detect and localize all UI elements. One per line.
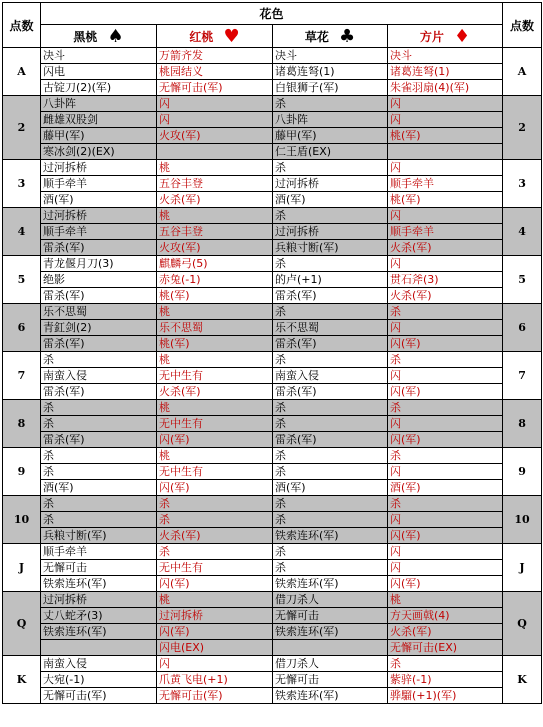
card-entry: 杀	[273, 463, 387, 479]
suit-cell-spade	[41, 544, 157, 592]
card-entry: 闪	[390, 209, 401, 222]
card-entry: 闪(军)	[388, 383, 502, 399]
card-entry: 古锭刀(2)(军)	[41, 79, 156, 95]
card-entry: 酒(军)	[273, 479, 387, 495]
card-entry: 闪(军)	[388, 335, 502, 351]
card-entry: 火杀(军)	[388, 623, 502, 639]
rank-label-right: 6	[503, 304, 542, 352]
suit-cell-diamond	[388, 160, 503, 208]
card-entry: 铁索连环(军)	[41, 623, 156, 639]
card-entry: 八卦阵	[273, 111, 387, 127]
suit-header-diamond	[388, 25, 503, 48]
card-entry: 绝影	[41, 271, 156, 287]
card-entry: 桃(军)	[157, 335, 272, 351]
rank-row	[3, 304, 542, 352]
card-entry: 万箭齐发	[159, 49, 203, 62]
suit-cell-spade	[41, 48, 157, 96]
card-entry: 杀	[159, 497, 170, 510]
card-entry: 五谷丰登	[157, 175, 272, 191]
card-entry: 过河拆桥	[157, 607, 272, 623]
suit-cell-spade	[41, 256, 157, 304]
card-entry: 仁王盾(EX)	[273, 143, 387, 159]
card-entry: 诸葛连弩(1)	[273, 63, 387, 79]
card-entry: 顺手牵羊	[43, 545, 87, 558]
card-entry: 闪(军)	[388, 527, 502, 543]
suit-cell-heart	[157, 96, 273, 160]
card-entry: 骅騮(+1)(军)	[388, 687, 502, 703]
card-entry: 无懈可击(军)	[157, 687, 272, 703]
card-entry: 南蛮入侵	[41, 367, 156, 383]
card-entry: 火杀(军)	[157, 383, 272, 399]
card-entry: 雷杀(军)	[273, 431, 387, 447]
card-entry: 南蛮入侵	[43, 657, 87, 670]
suit-cell-heart	[157, 48, 273, 96]
card-entry: 紫骍(-1)	[388, 671, 502, 687]
rank-label-right: 2	[503, 96, 542, 160]
card-entry: 闪(军)	[157, 431, 272, 447]
card-entry: 杀	[275, 161, 286, 174]
card-entry: 杀	[43, 353, 54, 366]
card-entry: 闪	[159, 657, 170, 670]
card-entry: 朱雀羽扇(4)(军)	[388, 79, 502, 95]
suit-cell-heart	[157, 352, 273, 400]
card-entry: 顺手牵羊	[41, 175, 156, 191]
card-entry: 方天画戟(4)	[388, 607, 502, 623]
suit-cell-club	[273, 208, 388, 256]
suit-cell-club	[273, 496, 388, 544]
card-entry: 闪	[390, 161, 401, 174]
card-entry: 桃园结义	[157, 63, 272, 79]
card-entry: 杀	[41, 511, 156, 527]
suit-cell-diamond	[388, 592, 503, 656]
card-entry: 闪	[390, 257, 401, 270]
card-entry: 桃	[159, 161, 170, 174]
rank-label-right: 4	[503, 208, 542, 256]
suit-cell-club	[273, 48, 388, 96]
card-entry: 杀	[43, 401, 54, 414]
card-entry: 借刀杀人	[275, 593, 319, 606]
card-entry: 桃	[159, 593, 170, 606]
card-entry: 桃	[159, 449, 170, 462]
card-entry: 乐不思蜀	[273, 319, 387, 335]
suit-cell-club	[273, 400, 388, 448]
card-entry: 杀	[275, 97, 286, 110]
card-entry: 杀	[275, 353, 286, 366]
suit-cell-spade	[41, 448, 157, 496]
suit-cell-heart	[157, 256, 273, 304]
rank-label-right: 3	[503, 160, 542, 208]
rank-label-left: J	[3, 544, 41, 592]
suit-cell-spade	[41, 160, 157, 208]
suit-cell-spade	[41, 96, 157, 160]
card-entry: 过河拆桥	[43, 161, 87, 174]
card-entry: 雷杀(军)	[41, 383, 156, 399]
rank-row	[3, 544, 542, 592]
heart-icon: ♥	[223, 25, 240, 47]
card-entry: 过河拆桥	[43, 209, 87, 222]
card-entry: 无中生有	[157, 367, 272, 383]
card-entry: 闪	[388, 415, 502, 431]
card-entry: 杀	[390, 353, 401, 366]
card-entry: 杀	[275, 401, 286, 414]
suit-header-club	[273, 25, 388, 48]
card-entry: 无懈可击	[273, 671, 387, 687]
card-entry	[41, 639, 156, 655]
card-entry: 闪(军)	[388, 575, 502, 591]
card-distribution-table	[2, 2, 542, 704]
suit-cell-diamond	[388, 96, 503, 160]
suit-cell-club	[273, 656, 388, 704]
card-entry: 雷杀(军)	[273, 287, 387, 303]
suit-cell-club	[273, 304, 388, 352]
card-entry: 无中生有	[157, 559, 272, 575]
card-entry: 酒(军)	[41, 479, 156, 495]
suit-cell-spade	[41, 208, 157, 256]
rank-label-right: 10	[503, 496, 542, 544]
card-entry: 桃(军)	[388, 191, 502, 207]
card-entry: 藤甲(军)	[273, 127, 387, 143]
card-entry: 桃	[390, 593, 401, 606]
card-entry: 铁索连环(军)	[273, 575, 387, 591]
card-entry: 的卢(+1)	[273, 271, 387, 287]
card-entry: 顺手牵羊	[388, 223, 502, 239]
card-entry: 火杀(军)	[388, 287, 502, 303]
card-entry: 闪	[388, 463, 502, 479]
card-entry: 南蛮入侵	[273, 367, 387, 383]
card-entry: 藤甲(军)	[41, 127, 156, 143]
rank-row	[3, 256, 542, 304]
card-entry: 铁索连环(军)	[273, 623, 387, 639]
suit-cell-diamond	[388, 304, 503, 352]
card-entry: 闪	[388, 511, 502, 527]
card-entry: 过河拆桥	[43, 593, 87, 606]
suit-cell-club	[273, 96, 388, 160]
card-entry: 过河拆桥	[273, 223, 387, 239]
suit-cell-club	[273, 544, 388, 592]
suit-cell-diamond	[388, 352, 503, 400]
card-entry: 寒冰剑(2)(EX)	[41, 143, 156, 159]
card-entry: 白银狮子(军)	[273, 79, 387, 95]
card-entry: 杀	[275, 257, 286, 270]
rank-label-left: 7	[3, 352, 41, 400]
suit-cell-spade	[41, 656, 157, 704]
card-entry: 桃(军)	[157, 287, 272, 303]
rank-label-right: 9	[503, 448, 542, 496]
card-entry: 酒(军)	[273, 191, 387, 207]
rank-header-left: 点数	[3, 3, 41, 48]
card-entry: 闪电(EX)	[157, 639, 272, 655]
suit-cell-diamond	[388, 48, 503, 96]
card-entry: 杀	[275, 449, 286, 462]
card-entry: 过河拆桥	[273, 175, 387, 191]
card-entry: 杀	[390, 449, 401, 462]
card-entry: 五谷丰登	[157, 223, 272, 239]
card-entry: 酒(军)	[41, 191, 156, 207]
rank-label-left: 2	[3, 96, 41, 160]
rank-label-right: A	[503, 48, 542, 96]
card-entry: 乐不思蜀	[43, 305, 87, 318]
card-entry: 闪(军)	[157, 623, 272, 639]
rank-row	[3, 496, 542, 544]
rank-label-left: 9	[3, 448, 41, 496]
rank-row	[3, 400, 542, 448]
suit-cell-diamond	[388, 256, 503, 304]
card-entry: 杀	[275, 545, 286, 558]
card-entry: 雷杀(军)	[41, 431, 156, 447]
suit-cell-diamond	[388, 400, 503, 448]
suit-cell-heart	[157, 544, 273, 592]
card-entry: 杀	[275, 209, 286, 222]
card-entry: 杀	[43, 449, 54, 462]
card-entry: 铁索连环(军)	[273, 527, 387, 543]
rank-header-right: 点数	[503, 3, 542, 48]
card-entry: 杀	[159, 545, 170, 558]
card-entry: 闪	[390, 97, 401, 110]
card-entry: 桃	[159, 353, 170, 366]
card-entry: 顺手牵羊	[388, 175, 502, 191]
card-entry: 雷杀(军)	[273, 335, 387, 351]
rank-label-left: Q	[3, 592, 41, 656]
card-entry: 乐不思蜀	[157, 319, 272, 335]
card-entry: 无懈可击	[273, 607, 387, 623]
rank-label-right: 5	[503, 256, 542, 304]
card-entry: 闪	[159, 97, 170, 110]
rank-label-right: J	[503, 544, 542, 592]
diamond-icon: ♦	[453, 25, 471, 47]
suit-cell-heart	[157, 160, 273, 208]
card-entry: 杀	[41, 463, 156, 479]
spade-icon: ♠	[107, 25, 124, 47]
card-entry	[273, 639, 387, 655]
suit-cell-spade	[41, 592, 157, 656]
card-entry: 雷杀(军)	[41, 287, 156, 303]
suit-cell-spade	[41, 304, 157, 352]
rank-row	[3, 448, 542, 496]
card-entry: 火杀(军)	[157, 191, 272, 207]
suit-label: 草花	[304, 29, 329, 44]
suit-label: 红桃	[189, 29, 214, 44]
suit-cell-diamond	[388, 544, 503, 592]
card-entry: 杀	[273, 511, 387, 527]
card-entry: 杀	[273, 415, 387, 431]
card-entry: 爪黄飞电(+1)	[157, 671, 272, 687]
suit-header-spade	[41, 25, 157, 48]
suit-cell-heart	[157, 208, 273, 256]
suit-cell-diamond	[388, 496, 503, 544]
card-entry: 闪	[388, 559, 502, 575]
suit-cell-heart	[157, 400, 273, 448]
card-entry: 雷杀(军)	[41, 239, 156, 255]
rank-row	[3, 352, 542, 400]
card-entry: 杀	[390, 401, 401, 414]
rank-row	[3, 160, 542, 208]
card-entry: 火杀(军)	[388, 239, 502, 255]
card-entry: 杀	[43, 497, 54, 510]
card-entry: 贯石斧(3)	[388, 271, 502, 287]
card-entry	[157, 143, 272, 159]
rank-label-right: 8	[503, 400, 542, 448]
card-entry: 桃(军)	[388, 127, 502, 143]
card-entry: 决斗	[275, 49, 297, 62]
card-entry: 杀	[275, 497, 286, 510]
rank-row	[3, 208, 542, 256]
card-entry: 闪(军)	[157, 575, 272, 591]
card-entry: 杀	[273, 559, 387, 575]
card-entry: 闪	[388, 111, 502, 127]
rank-label-left: 3	[3, 160, 41, 208]
rank-row	[3, 96, 542, 160]
suit-cell-heart	[157, 656, 273, 704]
card-entry: 杀	[275, 305, 286, 318]
rank-label-right: K	[503, 656, 542, 704]
card-entry: 杀	[157, 511, 272, 527]
card-entry: 闪(军)	[388, 431, 502, 447]
suit-cell-club	[273, 160, 388, 208]
card-entry: 无懈可击	[41, 559, 156, 575]
card-entry: 杀	[41, 415, 156, 431]
suit-cell-club	[273, 352, 388, 400]
rank-row	[3, 592, 542, 656]
card-entry: 青釭剑(2)	[41, 319, 156, 335]
rank-label-left: 6	[3, 304, 41, 352]
suit-cell-heart	[157, 592, 273, 656]
card-entry: 闪	[390, 545, 401, 558]
card-entry: 八卦阵	[43, 97, 76, 110]
card-entry: 无中生有	[157, 463, 272, 479]
suits-title: 花色	[41, 3, 503, 25]
card-entry: 麒麟弓(5)	[159, 257, 208, 270]
card-entry: 无中生有	[157, 415, 272, 431]
card-entry: 铁索连环(军)	[41, 575, 156, 591]
card-entry: 雌雄双股剑	[41, 111, 156, 127]
suit-cell-heart	[157, 304, 273, 352]
card-entry: 桃	[159, 305, 170, 318]
suit-cell-club	[273, 256, 388, 304]
card-entry: 杀	[390, 497, 401, 510]
suit-label: 方片	[419, 29, 444, 44]
card-entry: 决斗	[390, 49, 412, 62]
suit-cell-club	[273, 592, 388, 656]
card-entry: 闪电	[41, 63, 156, 79]
card-entry: 火杀(军)	[157, 527, 272, 543]
rank-label-left: 8	[3, 400, 41, 448]
card-entry: 桃	[159, 401, 170, 414]
card-entry: 火攻(军)	[157, 127, 272, 143]
rank-label-left: 4	[3, 208, 41, 256]
card-entry: 丈八蛇矛(3)	[41, 607, 156, 623]
suit-cell-spade	[41, 400, 157, 448]
suit-cell-spade	[41, 496, 157, 544]
suit-cell-diamond	[388, 208, 503, 256]
card-entry: 大宛(-1)	[41, 671, 156, 687]
card-entry: 顺手牵羊	[41, 223, 156, 239]
card-entry: 火攻(军)	[157, 239, 272, 255]
card-entry: 青龙偃月刀(3)	[43, 257, 114, 270]
card-entry: 无懈可击(EX)	[388, 639, 502, 655]
suit-cell-club	[273, 448, 388, 496]
rank-label-left: 5	[3, 256, 41, 304]
card-entry	[388, 143, 502, 159]
suit-cell-diamond	[388, 448, 503, 496]
card-entry: 铁索连环(军)	[273, 687, 387, 703]
card-entry: 无懈可击(军)	[41, 687, 156, 703]
card-entry: 兵粮寸断(军)	[273, 239, 387, 255]
rank-row	[3, 656, 542, 704]
card-entry: 赤兔(-1)	[157, 271, 272, 287]
rank-label-left: A	[3, 48, 41, 96]
card-entry: 无懈可击(军)	[157, 79, 272, 95]
card-entry: 桃	[159, 209, 170, 222]
suit-header-heart	[157, 25, 273, 48]
suit-cell-heart	[157, 448, 273, 496]
rank-label-right: 7	[503, 352, 542, 400]
club-icon: ♣	[338, 25, 356, 47]
card-entry: 杀	[390, 657, 401, 670]
card-entry: 雷杀(军)	[41, 335, 156, 351]
card-entry: 兵粮寸断(军)	[41, 527, 156, 543]
card-entry: 闪	[388, 367, 502, 383]
card-entry: 诸葛连弩(1)	[388, 63, 502, 79]
rank-label-right: Q	[503, 592, 542, 656]
card-entry: 闪	[157, 111, 272, 127]
card-entry: 决斗	[43, 49, 65, 62]
card-entry: 酒(军)	[388, 479, 502, 495]
rank-label-left: 10	[3, 496, 41, 544]
suit-label: 黑桃	[73, 29, 98, 44]
rank-row	[3, 48, 542, 96]
suit-cell-spade	[41, 352, 157, 400]
card-entry: 闪	[388, 319, 502, 335]
card-entry: 闪(军)	[157, 479, 272, 495]
card-entry: 雷杀(军)	[273, 383, 387, 399]
card-entry: 杀	[390, 305, 401, 318]
suit-cell-diamond	[388, 656, 503, 704]
suit-cell-heart	[157, 496, 273, 544]
card-entry: 借刀杀人	[275, 657, 319, 670]
rank-label-left: K	[3, 656, 41, 704]
